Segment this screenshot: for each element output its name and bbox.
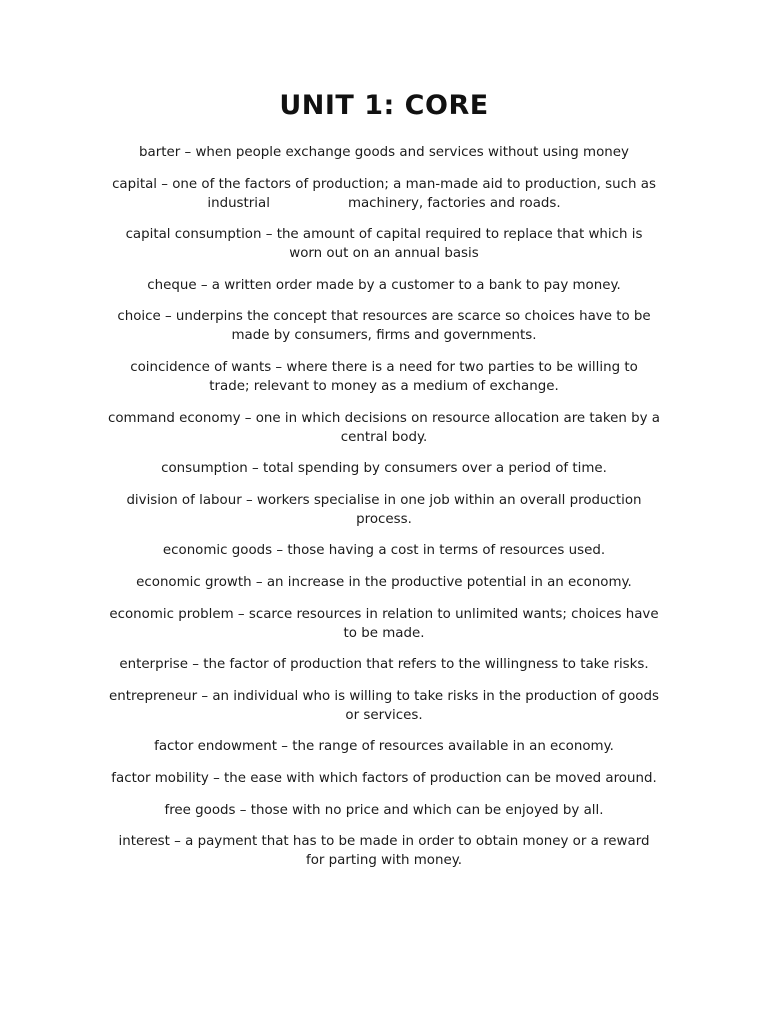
- glossary-entry: interest – a payment that has to be made in order to obtain money or a reward for parting with money.: [118, 834, 650, 869]
- page-title: UNIT 1: CORE: [279, 90, 489, 121]
- glossary-entry: enterprise – the factor of production that refers to the willingness to take risks.: [119, 657, 649, 673]
- glossary-list: [108, 143, 660, 883]
- glossary-entry: coincidence of wants – where there is a need for two parties to be willing to trade; relevant to money as a medium of exchange.: [130, 359, 638, 394]
- glossary-entry: factor mobility – the ease with which factors of production can be moved around.: [111, 770, 657, 786]
- glossary-entry: choice – underpins the concept that resources are scarce so choices have to be made by consumers, firms and governments.: [117, 309, 651, 344]
- glossary-entry: capital consumption – the amount of capital required to replace that which is worn out on an annual basis: [125, 227, 643, 262]
- glossary-entry: command economy – one in which decisions on resource allocation are taken by a central body.: [108, 410, 661, 445]
- glossary-entry-part: capital – one of the factors of production; a man-made aid to production, such as industrial: [112, 176, 656, 211]
- glossary-entry: free goods – those with no price and which can be enjoyed by all.: [164, 802, 604, 818]
- glossary-entry: consumption – total spending by consumers over a period of time.: [161, 461, 607, 477]
- glossary-entry-part: machinery, factories and roads.: [347, 195, 561, 211]
- glossary-entry: factor endowment – the range of resources available in an economy.: [154, 739, 614, 755]
- glossary-entry: entrepreneur – an individual who is willing to take risks in the production of goods or services.: [109, 688, 659, 723]
- glossary-entry: barter – when people exchange goods and services without using money: [139, 145, 629, 160]
- glossary-entry: division of labour – workers specialise in one job within an overall production process.: [126, 492, 642, 527]
- glossary-entry: [108, 175, 660, 213]
- glossary-entry: economic goods – those having a cost in terms of resources used.: [162, 543, 606, 559]
- glossary-entry: cheque – a written order made by a customer to a bank to pay money.: [147, 277, 621, 293]
- glossary-entry: economic problem – scarce resources in relation to unlimited wants; choices have to be made.: [109, 606, 659, 641]
- glossary-entry: economic growth – an increase in the productive potential in an economy.: [136, 574, 632, 590]
